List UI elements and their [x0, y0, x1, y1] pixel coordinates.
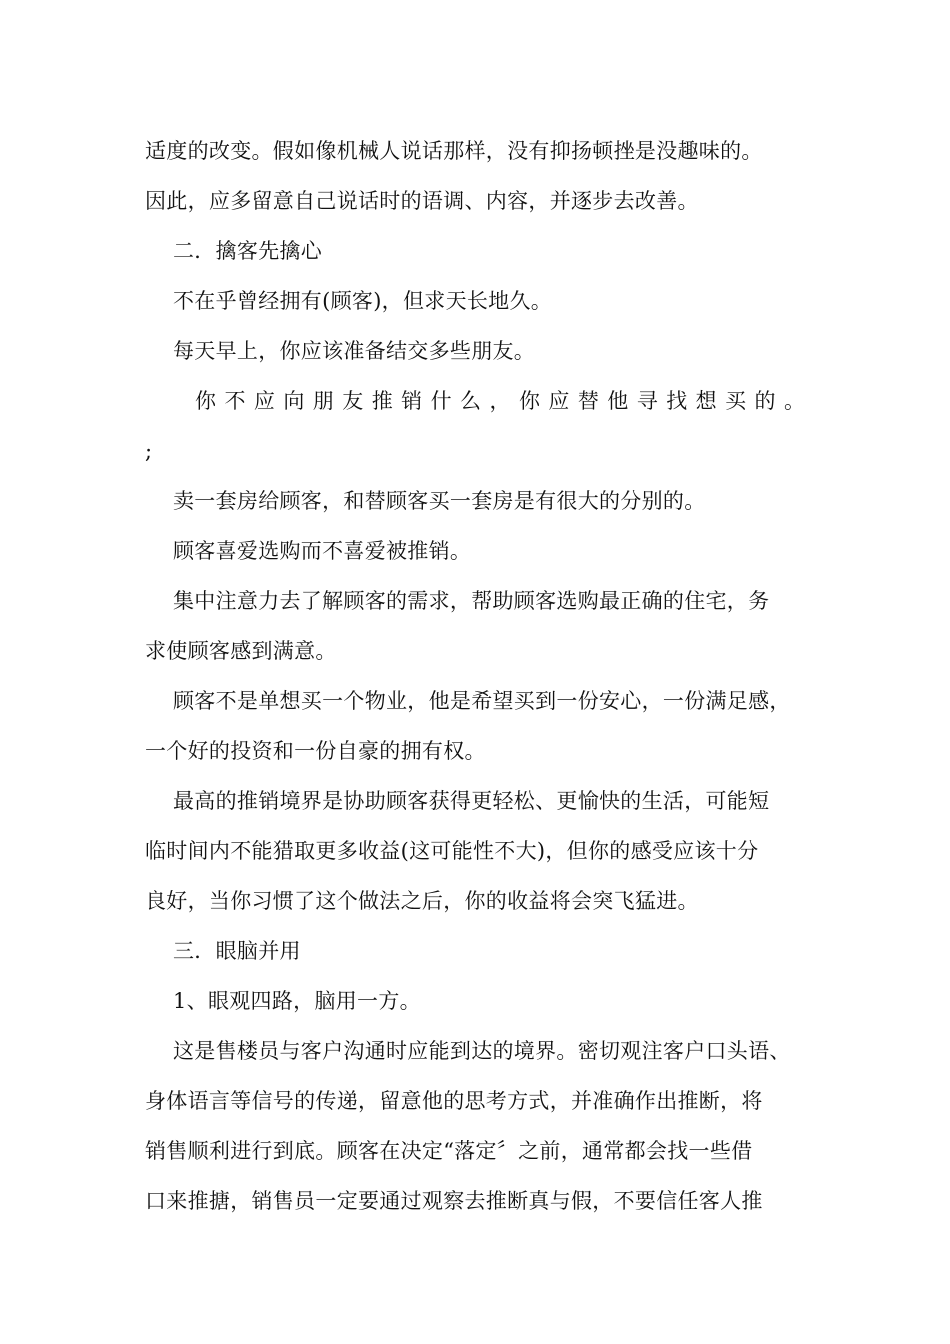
subsection-heading: 1、眼观四路，脑用一方。	[173, 989, 421, 1013]
paragraph-line: 集中注意力去了解顾客的需求，帮助顾客选购最正确的住宅，务	[173, 589, 770, 613]
paragraph-line: 这是售楼员与客户沟通时应能到达的境界。密切观注客户口头语、	[173, 1039, 791, 1063]
paragraph-line: 因此，应多留意自己说话时的语调、内容，并逐步去改善。	[145, 189, 699, 213]
paragraph-line: 临时间内不能猎取更多收益(这可能性不大)，但你的感受应该十分	[145, 839, 759, 863]
paragraph-line: 销售顺利进行到底。顾客在决定“落定〞之前，通常都会找一些借	[145, 1139, 753, 1163]
paragraph-line: 良好，当你习惯了这个做法之后，你的收益将会突飞猛进。	[145, 889, 699, 913]
paragraph-line: 顾客喜爱选购而不喜爱被推销。	[173, 539, 472, 563]
paragraph-line: 不在乎曾经拥有(顾客)，但求天长地久。	[173, 289, 553, 313]
paragraph-line: 最高的推销境界是协助顾客获得更轻松、更愉快的生活，可能短	[173, 789, 770, 813]
paragraph-line: 求使顾客感到满意。	[145, 639, 337, 663]
section-heading: 二．擒客先擒心	[173, 239, 323, 263]
paragraph-line: 身体语言等信号的传递，留意他的思考方式，并准确作出推断，将	[145, 1089, 763, 1113]
section-heading: 三．眼脑并用	[173, 939, 301, 963]
paragraph-line: 一个好的投资和一份自豪的拥有权。	[145, 739, 486, 763]
paragraph-line: 卖一套房给顾客，和替顾客买一套房是有很大的分别的。	[173, 489, 706, 513]
paragraph-line: 每天早上，你应该准备结交多些朋友。	[173, 339, 536, 363]
paragraph-line: 口来推搪，销售员一定要通过观察去推断真与假，不要信任客人推	[145, 1189, 763, 1213]
paragraph-line: 适度的改变。假如像机械人说话那样，没有抑扬顿挫是没趣味的。	[145, 139, 763, 163]
paragraph-line: 你 不 应 向 朋 友 推 销 什 么 ， 你 应 替 他 寻 找 想 买 的 。	[195, 389, 805, 413]
paragraph-line: ;	[145, 439, 153, 463]
paragraph-line: 顾客不是单想买一个物业，他是希望买到一份安心，一份满足感，	[173, 689, 791, 713]
